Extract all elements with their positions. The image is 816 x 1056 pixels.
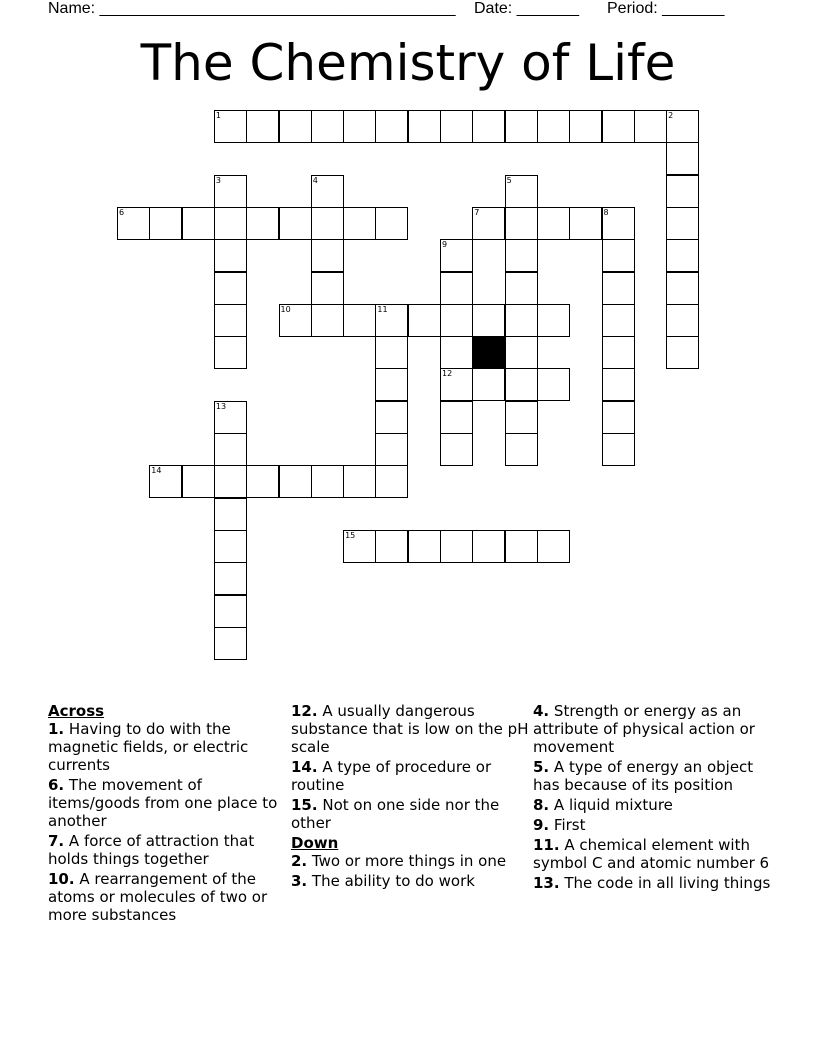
grid-cell[interactable]	[246, 465, 279, 498]
clue-text: A rearrangement of the atoms or molecules of two or more substances	[48, 870, 268, 924]
cell-number: 2	[668, 111, 674, 120]
grid-cell[interactable]	[375, 401, 408, 434]
grid-cell[interactable]	[440, 368, 473, 401]
grid-cell[interactable]	[408, 530, 441, 563]
clue-down-9	[533, 816, 773, 834]
grid-cell[interactable]	[569, 207, 602, 240]
grid-cell[interactable]	[149, 207, 182, 240]
grid-cell[interactable]	[214, 239, 247, 272]
clue-number: 10.	[48, 870, 75, 888]
clue-text: The movement of items/goods from one place to another	[48, 776, 278, 830]
grid-cell[interactable]	[375, 530, 408, 563]
grid-cell[interactable]	[537, 530, 570, 563]
clue-across-6	[48, 776, 288, 830]
grid-cell[interactable]	[602, 239, 635, 272]
grid-cell[interactable]	[214, 336, 247, 369]
grid-cell[interactable]	[440, 336, 473, 369]
grid-cell[interactable]	[149, 465, 182, 498]
grid-cell[interactable]	[343, 465, 376, 498]
grid-cell[interactable]	[505, 304, 538, 337]
grid-cell[interactable]	[472, 368, 505, 401]
grid-cell[interactable]	[602, 336, 635, 369]
grid-cell[interactable]	[666, 207, 699, 240]
clue-number: 14.	[291, 758, 318, 776]
grid-cell[interactable]	[408, 110, 441, 143]
grid-cell[interactable]	[182, 207, 215, 240]
black-cell	[472, 336, 505, 369]
grid-cell[interactable]	[666, 304, 699, 337]
grid-cell[interactable]	[505, 175, 538, 208]
cell-number: 10	[280, 304, 291, 314]
grid-cell[interactable]	[311, 207, 344, 240]
clue-number: 3.	[291, 872, 308, 890]
clue-number: 8.	[533, 796, 550, 814]
grid-cell[interactable]	[666, 142, 699, 175]
clue-text: A type of energy an object has because of its position	[533, 758, 754, 794]
cell-number: 4	[312, 175, 318, 185]
grid-cell[interactable]	[666, 239, 699, 272]
clue-across-15	[291, 796, 531, 832]
grid-cell[interactable]	[602, 304, 635, 337]
grid-cell[interactable]	[602, 433, 635, 466]
grid-cell[interactable]	[279, 465, 312, 498]
grid-cell[interactable]	[505, 368, 538, 401]
cell-number: 15	[345, 530, 356, 540]
across-heading: Across	[48, 702, 105, 720]
grid-cell[interactable]	[214, 530, 247, 563]
grid-cell[interactable]	[214, 175, 247, 208]
grid-cell[interactable]	[214, 207, 247, 240]
clue-number: 5.	[533, 758, 550, 776]
grid-cell[interactable]	[343, 304, 376, 337]
clue-across-12	[291, 702, 531, 756]
grid-cell[interactable]	[408, 304, 441, 337]
grid-cell[interactable]	[537, 110, 570, 143]
down-heading: Down	[291, 834, 339, 852]
clue-number: 4.	[533, 702, 550, 720]
cell-number: 9	[442, 240, 448, 250]
grid-cell[interactable]	[440, 530, 473, 563]
clue-across-10	[48, 870, 288, 924]
grid-cell[interactable]	[440, 304, 473, 337]
cell-number: 13	[215, 401, 227, 411]
clues-column-3	[533, 702, 773, 894]
grid-cell[interactable]	[505, 336, 538, 369]
grid-cell[interactable]	[311, 239, 344, 272]
grid-cell[interactable]	[246, 207, 279, 240]
grid-cell[interactable]	[375, 433, 408, 466]
grid-cell[interactable]	[472, 304, 505, 337]
grid-cell[interactable]	[602, 401, 635, 434]
grid-cell[interactable]	[343, 207, 376, 240]
clue-number: 9.	[533, 816, 550, 834]
cell-number: 14	[151, 466, 162, 476]
grid-cell[interactable]	[375, 336, 408, 369]
grid-cell[interactable]	[505, 401, 538, 434]
grid-cell[interactable]	[214, 272, 247, 305]
grid-cell[interactable]	[666, 272, 699, 305]
clue-text: The ability to do work	[311, 872, 475, 890]
clue-down-11	[533, 836, 773, 872]
grid-cell[interactable]	[311, 304, 344, 337]
clue-down-2	[291, 852, 531, 870]
grid-cell[interactable]	[505, 110, 538, 143]
grid-cell[interactable]	[602, 368, 635, 401]
clues-column-1	[48, 702, 288, 926]
grid-cell[interactable]	[246, 110, 279, 143]
period-field[interactable]: Period: _______	[607, 0, 725, 17]
grid-cell[interactable]	[440, 272, 473, 305]
grid-cell[interactable]	[214, 433, 247, 466]
clue-across-7	[48, 832, 288, 868]
cell-number: 7	[474, 207, 480, 217]
clue-number: 13.	[533, 874, 560, 892]
clue-down-13	[533, 874, 773, 892]
grid-cell[interactable]	[214, 562, 247, 595]
clue-text: Not on one side nor the other	[291, 796, 500, 832]
cell-number: 11	[377, 304, 388, 314]
grid-cell[interactable]	[440, 239, 473, 272]
clue-text: Two or more things in one	[311, 852, 507, 870]
clue-text: A force of attraction that holds things together	[48, 832, 255, 868]
clue-text: The code in all living things	[564, 874, 771, 892]
grid-cell[interactable]	[311, 272, 344, 305]
grid-cell[interactable]	[634, 110, 667, 143]
grid-cell[interactable]	[311, 175, 344, 208]
grid-cell[interactable]	[472, 110, 505, 143]
grid-cell[interactable]	[214, 498, 247, 531]
clue-text: Strength or energy as an attribute of physical action or movement	[533, 702, 755, 756]
grid-cell[interactable]	[279, 110, 312, 143]
clue-down-8	[533, 796, 773, 814]
clue-number: 7.	[48, 832, 65, 850]
grid-cell[interactable]	[279, 304, 312, 337]
grid-cell[interactable]	[537, 304, 570, 337]
grid-cell[interactable]	[214, 465, 247, 498]
grid-cell[interactable]	[505, 530, 538, 563]
page-title: The Chemistry of Life	[140, 34, 676, 92]
grid-cell[interactable]	[214, 627, 247, 660]
clue-number: 1.	[48, 720, 65, 738]
grid-cell[interactable]	[505, 207, 538, 240]
clue-down-5	[533, 758, 773, 794]
grid-cell[interactable]	[505, 433, 538, 466]
grid-cell[interactable]	[375, 465, 408, 498]
grid-cell[interactable]	[440, 433, 473, 466]
grid-cell[interactable]	[375, 368, 408, 401]
clue-number: 12.	[291, 702, 318, 720]
grid-cell[interactable]	[343, 530, 376, 563]
clue-text: Having to do with the magnetic fields, or electric currents	[48, 720, 249, 774]
clue-down-3	[291, 872, 531, 890]
clue-across-14	[291, 758, 531, 794]
grid-cell[interactable]	[440, 401, 473, 434]
clue-text: A type of procedure or routine	[291, 758, 492, 794]
grid-cell[interactable]	[117, 207, 150, 240]
grid-cell[interactable]	[602, 272, 635, 305]
clue-number: 2.	[291, 852, 308, 870]
grid-cell[interactable]	[505, 239, 538, 272]
clue-across-1	[48, 720, 288, 774]
grid-cell[interactable]	[537, 207, 570, 240]
grid-cell[interactable]	[375, 207, 408, 240]
cell-number: 1	[215, 111, 221, 120]
grid-cell[interactable]	[602, 110, 635, 143]
grid-cell[interactable]	[311, 110, 344, 143]
clue-text: A usually dangerous substance that is low on the pH scale	[291, 702, 529, 756]
cell-number: 8	[603, 207, 609, 217]
grid-cell[interactable]	[537, 368, 570, 401]
date-field[interactable]: Date: _______	[474, 0, 579, 17]
grid-cell[interactable]	[569, 110, 602, 143]
clue-number: 15.	[291, 796, 318, 814]
grid-cell[interactable]	[375, 304, 408, 337]
grid-cell[interactable]	[472, 207, 505, 240]
clue-text: First	[553, 816, 586, 834]
grid-cell[interactable]	[505, 272, 538, 305]
cell-number: 12	[442, 369, 453, 379]
grid-cell[interactable]	[182, 465, 215, 498]
name-field[interactable]: Name: ________________________________________	[48, 0, 456, 17]
grid-cell[interactable]	[472, 530, 505, 563]
grid-cell[interactable]	[279, 207, 312, 240]
clue-number: 6.	[48, 776, 65, 794]
grid-cell[interactable]	[214, 401, 247, 434]
cell-number: 5	[506, 175, 512, 185]
clues-column-2	[291, 702, 531, 892]
clue-down-4	[533, 702, 773, 756]
grid-cell[interactable]	[343, 110, 376, 143]
grid-cell[interactable]	[440, 110, 473, 143]
grid-cell[interactable]	[666, 175, 699, 208]
cell-number: 3	[215, 175, 221, 185]
clue-number: 11.	[533, 836, 560, 854]
grid-cell[interactable]	[666, 110, 699, 143]
grid-cell[interactable]	[602, 207, 635, 240]
grid-cell[interactable]	[375, 110, 408, 143]
clue-text: A liquid mixture	[553, 796, 673, 814]
cell-number: 6	[119, 207, 125, 217]
grid-cell[interactable]	[311, 465, 344, 498]
grid-cell[interactable]	[214, 110, 247, 143]
clue-text: A chemical element with symbol C and atomic number 6	[533, 836, 770, 872]
grid-cell[interactable]	[214, 304, 247, 337]
grid-cell[interactable]	[666, 336, 699, 369]
grid-cell[interactable]	[214, 595, 247, 628]
